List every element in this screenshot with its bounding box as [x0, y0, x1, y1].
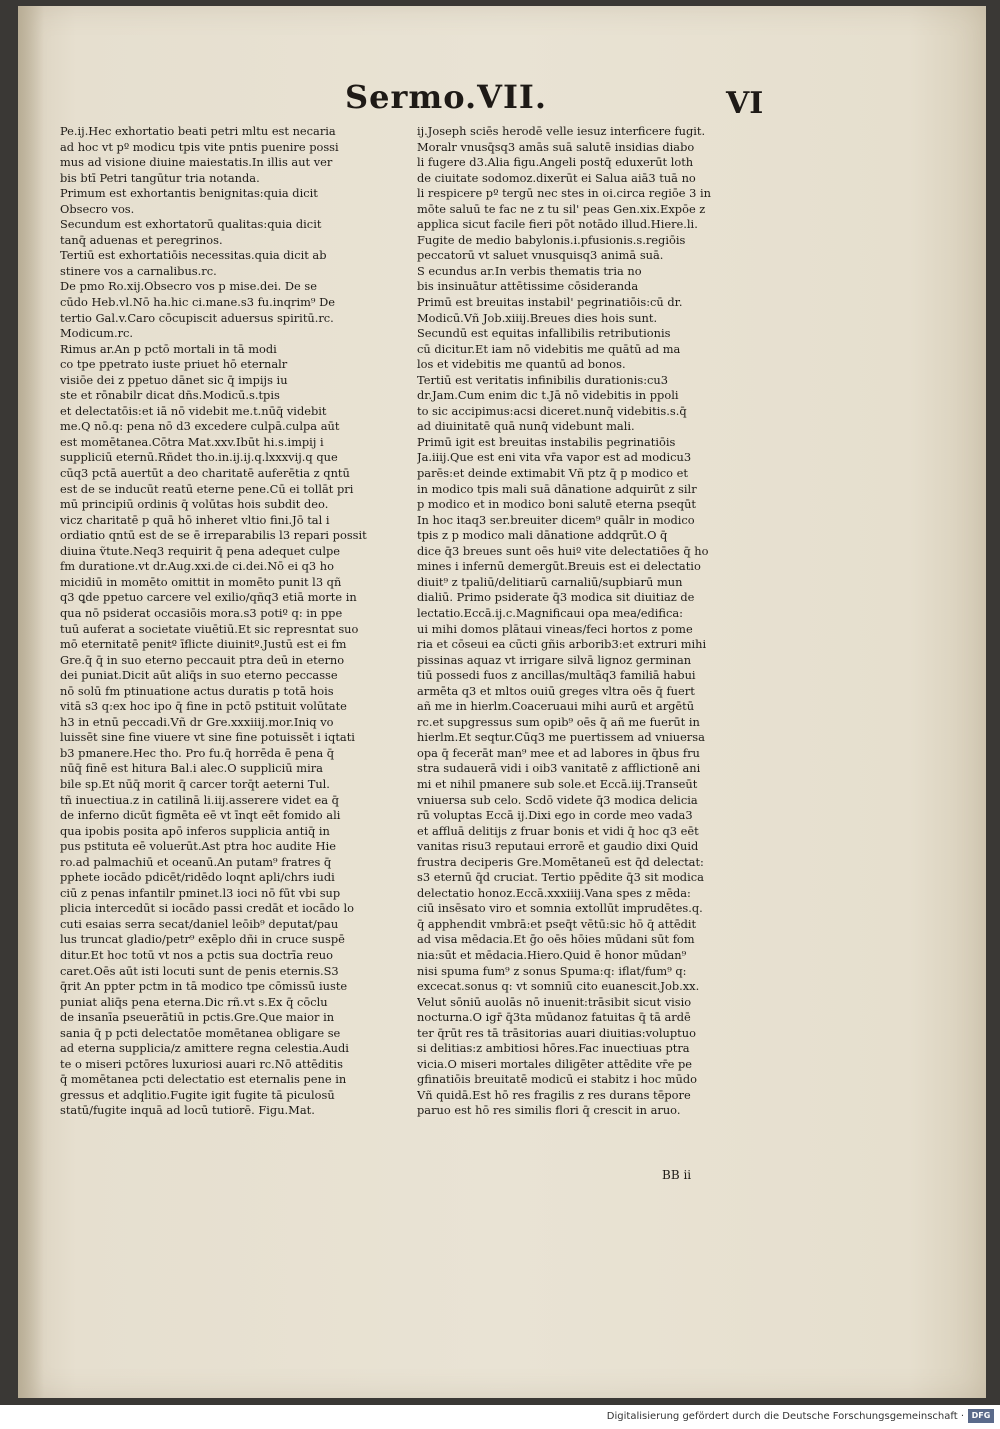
- text-line: lectatio.Eccā.ij.c.Magnificaui opa mea/edifica:: [417, 605, 684, 620]
- text-line: Rimus ar.An p pctō mortali in tā modi: [60, 341, 277, 356]
- text-line: Ja.iiij.Que est eni vita vr̄a vapor est ad modicu3: [417, 450, 692, 465]
- text-line: cūdo Heb.vl.Nō ha.hic ci.mane.s3 fu.inqrim⁹ De: [60, 295, 335, 310]
- text-line: est momētanea.Cōtra Mat.xxv.Ibūt hi.s.impij i: [60, 434, 324, 449]
- text-line: tñ inuectiua.z in catilinā li.iij.asserere videt ea q̄: [60, 792, 339, 807]
- page-gutter-shadow: [18, 6, 44, 1398]
- running-header-title: Sermo.VII.: [345, 78, 548, 116]
- text-line: dialiū. Primo psiderate q̄3 modica sit diuitiaz de: [417, 590, 695, 605]
- text-line: visiōe dei z ppetuo dānet sic q̄ impijs iu: [60, 372, 288, 387]
- text-line: nocturna.O igr̄ q̄3ta mūdanoz fatuitas q̄ tā ardē: [417, 1010, 691, 1025]
- text-line: cūq3 pctā auertūt a deo charitatē auferētia z qntū: [60, 466, 350, 481]
- text-line: et affluā delitijs z fruar bonis et vidi q̄ hoc q3 eēt: [417, 823, 699, 838]
- text-line: Fugite de medio babylonis.i.pfusionis.s.regiōis: [417, 232, 686, 247]
- text-line: armēta q3 et mltos ouiū greges vltra oēs q̄ fuert: [417, 683, 695, 698]
- text-line: caret.Oēs aūt isti locuti sunt de penis eternis.S3: [60, 963, 339, 978]
- folio-number: VI: [726, 86, 764, 121]
- text-line: excecat.sonus q: vt somniū cito euanescit.Job.xx.: [417, 979, 700, 994]
- text-line: bile sp.Et nūq̄ morit q̄ carcer torq̄t aeterni Tul.: [60, 776, 330, 791]
- text-line: parēs:et deinde extimabit Vñ ptz q̄ p modico et: [417, 466, 688, 481]
- text-line: Primū est breuitas instabil' pegrinatiōis:cū dr.: [417, 295, 683, 310]
- text-line: ad eterna supplicia/z amittere regna celestia.Audi: [60, 1041, 349, 1056]
- text-line: Vñ quidā.Est hō res fragilis z res durans tēpore: [417, 1087, 691, 1102]
- text-line: h3 in etnū peccadi.Vñ dr Gre.xxxiiij.mor.Iniq vo: [60, 714, 334, 729]
- text-line: tuū auferat a societate viuētiū.Et sic represntat suo: [60, 621, 359, 636]
- text-line: mines i infernū demergūt.Breuis est ei delectatio: [417, 559, 701, 574]
- text-line: li respicere pº tergū nec stes in oi.circa regiōe 3 in: [417, 186, 711, 201]
- text-line: ro.ad palmachiū et oceanū.An putam⁹ fratres q̄: [60, 854, 332, 869]
- text-line: vicia.O miseri mortales diligēter attēdite vr̄e pe: [417, 1056, 693, 1071]
- text-line: me.Q nō.q: pena nō d3 excedere culpā.culpa aūt: [60, 419, 340, 434]
- text-line: tiū possedi fuos z ancillas/multāq3 familiā habui: [417, 668, 696, 683]
- text-line: ditur.Et hoc totū vt nos a pctis sua doctrīa reuo: [60, 947, 333, 962]
- text-line: mus ad visione diuine maiestatis.In illis aut ver: [60, 155, 333, 170]
- text-line: peccatorū vt saluet vnusquisq3 animā suā.: [417, 248, 664, 263]
- text-line: Primum est exhortantis benignitas:quia dicit: [60, 186, 318, 201]
- text-line: nō solū fm ptinuatione actus duratis p totā hois: [60, 683, 334, 698]
- text-line: Moralr vnusq̄sq3 amās suā salutē insidias diabo: [417, 139, 695, 154]
- text-line: de insanīa pseuerātiū in pctis.Gre.Que maior in: [60, 1010, 335, 1025]
- text-line: De pmo Ro.xij.Obsecro vos p mise.dei. De se: [60, 279, 317, 294]
- text-line: qua nō psiderat occasiōis mora.s3 potiº q: in ppe: [60, 605, 343, 620]
- text-line: puniat aliq̄s pena eterna.Dic rñ.vt s.Ex q̄ cōclu: [60, 994, 328, 1009]
- text-line: luissēt sine fine viuere vt sine fine potuissēt i iqtati: [60, 730, 355, 745]
- text-line: applica sicut facile fieri pōt notādo illud.Hiere.li.: [417, 217, 698, 232]
- text-line: ste et rōnabilr dicat dn̄s.Modicū.s.tpis: [60, 388, 280, 403]
- footer-credit: Digitalisierung gefördert durch die Deutsche Forschungsgemeinschaft ·: [606, 1411, 964, 1422]
- right-text-column: [417, 124, 763, 1119]
- text-line: mū principiū ordinis q̄ volūtas hois subdit deo.: [60, 497, 329, 512]
- text-line: gressus et adqlitio.Fugite igit fugite tā piculosū: [60, 1087, 335, 1102]
- text-line: Tertiū est exhortatiōis necessitas.quia dicit ab: [60, 248, 327, 263]
- text-line: vicz charitatē p quā hō inheret vltio fini.Jō tal i: [60, 512, 330, 527]
- text-line: sania q̄ p pcti delectatōe momētanea obligare se: [60, 1025, 341, 1040]
- text-line: Secundū est equitas infallibilis retributionis: [417, 326, 671, 341]
- text-line: cuti esaias serra secat/daniel leōib⁹ deputat/pau: [60, 916, 339, 931]
- text-line: pus pstituta eē voluerūt.Ast ptra hoc audite Hie: [60, 839, 336, 854]
- text-line: nia:sūt et mēdacia.Hiero.Quid ē honor mūdan⁹: [417, 947, 687, 962]
- text-line: Tertiū est veritatis infinibilis durationis:cu3: [417, 372, 668, 387]
- text-line: q̄rit An ppter pctm in tā modico tpe cōmissū iuste: [60, 979, 348, 994]
- text-line: statū/fugite inquā ad locū tutiorē. Figu.Mat.: [60, 1103, 315, 1118]
- text-line: plicia intercedūt si iocādo passi credāt et iocādo lo: [60, 901, 355, 916]
- text-line: vanitas risu3 reputaui errorē et gaudio dixi Quid: [417, 839, 699, 854]
- text-line: b3 pmanere.Hec tho. Pro fu.q̄ horrēda ē pena q̄: [60, 745, 335, 760]
- left-text-column: [60, 124, 408, 1119]
- text-line: s3 eternū q̄d cruciat. Tertio ppēdite q̄3 sit modica: [417, 870, 704, 885]
- text-line: q̄ apphendit vmbrā:et pseq̄t vētū:sic hō q̄ attēdit: [417, 916, 697, 931]
- text-line: ter q̄rūt res tā trāsitorias auari diuitias:voluptuo: [417, 1025, 696, 1040]
- text-line: fm duratione.vt dr.Aug.xxi.de ci.dei.Nō ei q3 ho: [60, 559, 334, 574]
- text-line: Modicum.rc.: [60, 326, 134, 341]
- text-line: ad hoc vt pº modicu tpis vite pntis puenire possi: [60, 139, 339, 154]
- text-line: qua ipobis posita apō inferos supplicia antiq̄ in: [60, 823, 330, 838]
- text-line: co tpe ppetrato iuste priuet hō eternalr: [60, 357, 288, 372]
- text-line: cū dicitur.Et iam nō videbitis me quātū ad ma: [417, 341, 681, 356]
- text-line: Pe.ij.Hec exhortatio beati petri mltu est necaria: [60, 124, 336, 138]
- text-line: pphete iocādo pdicēt/ridēdo loqnt apli/chrs iudi: [60, 870, 335, 885]
- text-line: Velut sōniū auolās nō inuenit:trāsibit sicut visio: [417, 994, 692, 1009]
- text-line: vniuersa sub celo. Scdō videte q̄3 modica delicia: [417, 792, 698, 807]
- text-line: pissinas aquaz vt irrigare silvā lignoz germinan: [417, 652, 692, 667]
- text-line: micidiū in momēto omittit in momēto punit l3 qñ: [60, 574, 342, 589]
- text-line: Secundum est exhortatorū qualitas:quia dicit: [60, 217, 322, 232]
- signature-mark: BB ii: [662, 1168, 692, 1182]
- text-line: mōte saluū te fac ne z tu sil' peas Gen.xix.Expōe z: [417, 201, 706, 216]
- text-line: diuit⁹ z tpaliū/delitiarū carnaliū/supbiarū mun: [417, 574, 683, 589]
- text-line: q̄ momētanea pcti delectatio est eternalis pene in: [60, 1072, 347, 1087]
- text-line: in modico tpis mali suā dānatione adquirūt z silr: [417, 481, 697, 496]
- text-line: mō eternitatē penitº īflicte diuinitº.Justū est ei fm: [60, 637, 347, 652]
- text-line: Modicū.Vñ Job.xiiij.Breues dies hois sunt.: [417, 310, 658, 325]
- text-line: rc.et supgressus sum opib⁹ oēs q̄ añ me fuerūt in: [417, 714, 700, 729]
- text-line: lus truncat gladio/petr⁹ exēplo dñi in cruce suspē: [60, 932, 345, 947]
- text-line: ordiatio qntū est de se ē irreparabilis l3 repari possit: [60, 528, 367, 543]
- dfg-logo: DFG: [968, 1409, 994, 1423]
- text-line: ciū z penas infantilr pminet.l3 ioci nō fūt vbi sup: [60, 885, 341, 900]
- text-line: te o miseri pctōres luxuriosi auari rc.Nō attēditis: [60, 1056, 343, 1071]
- text-line: de inferno dicūt figmēta eē vt īnqt eēt fomido ali: [60, 808, 341, 823]
- text-line: ciū insēsato viro et somnia extollūt imprudētes.q.: [417, 901, 703, 916]
- text-line: ria et cōseui ea cūcti gñis arborib3:et extruri mihi: [417, 637, 707, 652]
- text-line: bis insinuātur attētissime cōsideranda: [417, 279, 639, 294]
- text-line: ad visa mēdacia.Et ḡo oēs hōies mūdani sūt fom: [417, 932, 695, 947]
- text-line: suppliciū eternū.Rñdet tho.in.ij.ij.q.lxxxvij.q que: [60, 450, 338, 465]
- text-line: hierlm.Et seqtur.Cūq3 me puertissem ad vniuersa: [417, 730, 705, 745]
- text-line: stra sudauerā vidi i oib3 vanitatē z afflictionē ani: [417, 761, 701, 776]
- text-line: vitā s3 q:ex hoc ipo q̄ fine in pctō pstituit volūtate: [60, 699, 347, 714]
- text-line: dei puniat.Dicit aūt aliq̄s in suo eterno peccasse: [60, 668, 338, 683]
- text-line: añ me in hierlm.Coaceruaui mihi aurū et argētū: [417, 699, 695, 714]
- text-line: q3 ꝗde ppetuo carcere vel exilio/qñq3 etiā morte in: [60, 590, 357, 605]
- text-line: ui mihi domos plātaui vineas/feci hortos z pome: [417, 621, 693, 636]
- text-line: mi et nihil pmanere sub sole.et Eccā.iij.Transeūt: [417, 776, 698, 791]
- text-line: nisi spuma fum⁹ z sonus Spuma:q: iflat/fum⁹ q:: [417, 963, 687, 978]
- text-line: to sic accipimus:acsi diceret.nunq̄ videbitis.s.q̄: [417, 403, 687, 418]
- text-line: Primū igit est breuitas instabilis pegrinatiōis: [417, 434, 676, 449]
- text-line: los et videbitis me quantū ad bonos.: [417, 357, 626, 372]
- text-line: stinere vos a carnalibus.rc.: [60, 263, 217, 278]
- text-line: tanq̄ aduenas et peregrinos.: [60, 232, 223, 247]
- text-line: si delitias:z ambitiosi hōres.Fac inuectiuas ptra: [417, 1041, 690, 1056]
- text-line: rū voluptas Eccā ij.Dixi ego in corde meo vada3: [417, 808, 693, 823]
- text-line: tpis z p modico mali dānatione addqrūt.O q̄: [417, 528, 668, 543]
- text-line: frustra deciperis Gre.Momētaneū est q̄d delectat:: [417, 854, 704, 869]
- text-line: paruo est hō res similis flori q̄ crescit in aruo.: [417, 1103, 681, 1118]
- text-line: bis btī Petri tangūtur tria notanda.: [60, 170, 260, 185]
- text-line: tertio Gal.v.Caro cōcupiscit aduersus spiritū.rc.: [60, 310, 334, 325]
- text-line: In hoc itaq3 ser.breuiter dicem⁹ quālr in modico: [417, 512, 695, 527]
- text-line: dice q̄3 breues sunt oēs huiº vite delectatiōes q̄ ho: [417, 543, 709, 558]
- text-line: ij.Joseph sciēs herodē velle iesuz interficere fugit.: [417, 124, 706, 138]
- text-line: et delectatōis:et iā nō videbit me.t.nūq̄ videbit: [60, 403, 327, 418]
- text-line: S ecundus ar.In verbis thematis tria no: [417, 263, 642, 278]
- text-line: Gre.q̄ q̄ in suo eterno peccauit ptra deū in eterno: [60, 652, 345, 667]
- text-line: Obsecro vos.: [60, 201, 135, 216]
- text-line: nūq̄ finē est hitura Bal.i alec.O suppliciū mira: [60, 761, 323, 776]
- text-line: p modico et in modico boni salutē eterna pseqūt: [417, 497, 696, 512]
- text-line: li fugere d3.Alia figu.Angeli postq̄ eduxerūt loth: [417, 155, 694, 170]
- text-line: diuina ṽtute.Neq3 requirit q̄ pena adequet culpe: [60, 543, 341, 558]
- text-line: est de se inducūt reatū eterne pene.Cū ei tollāt pri: [60, 481, 354, 496]
- text-line: ad diuinitatē quā nunq̄ videbunt mali.: [417, 419, 635, 434]
- text-line: gfinatiōis breuitatē modicū ei stabitz i hoc mūdo: [417, 1072, 697, 1087]
- text-line: dr.Jam.Cum enim dic t.Jā nō videbitis in ppoli: [417, 388, 679, 403]
- text-line: de ciuitate sodomoz.dixerūt ei Salua aiā3 tuā no: [417, 170, 696, 185]
- text-line: delectatio honoz.Eccā.xxxiiij.Vana spes z mēda:: [417, 885, 691, 900]
- text-line: opa q̄ fecerāt man⁹ mee et ad labores in q̄bus fru: [417, 745, 700, 760]
